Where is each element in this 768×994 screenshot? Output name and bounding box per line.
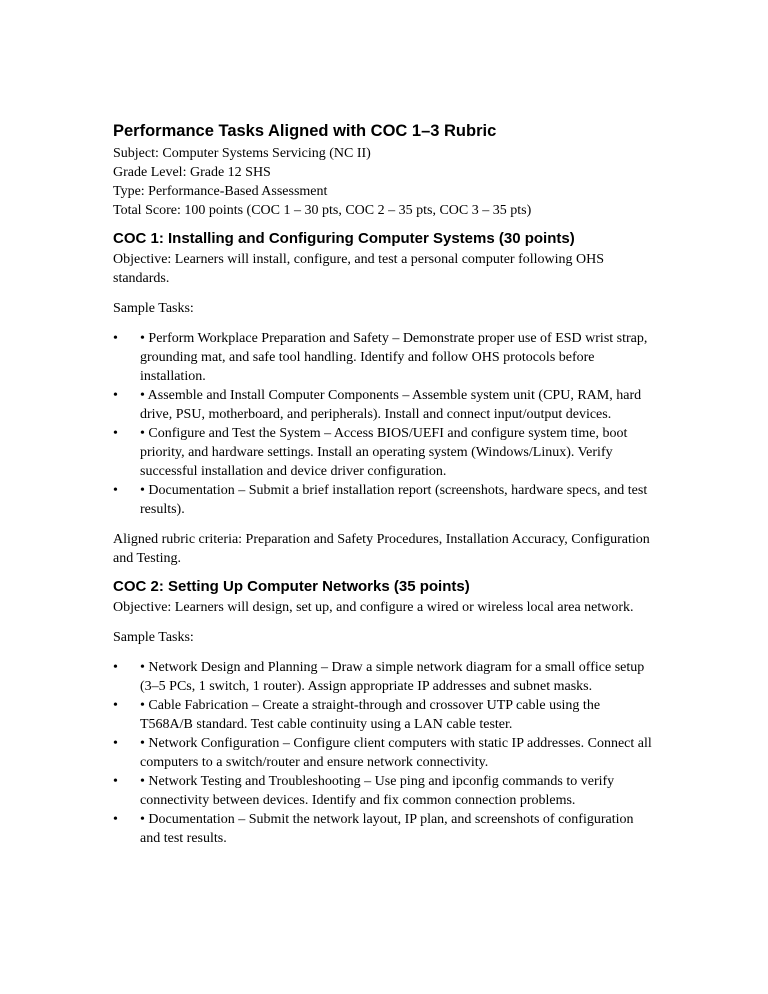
coc1-sample-label: Sample Tasks: xyxy=(113,301,194,316)
coc2-heading: COC 2: Setting Up Computer Networks (35 points) xyxy=(113,578,470,595)
list-item: • • Assemble and Install Computer Components – Assemble system unit (CPU, RAM, hard drive, PSU, motherboard, and peripherals). Install and connect input/output devices. xyxy=(113,388,642,422)
bullet-icon: • xyxy=(113,660,118,675)
list-item: • • Perform Workplace Preparation and Safety – Demonstrate proper use of ESD wrist strap, grounding mat, and safe tool handling. Identify and follow OHS protocols before installation. xyxy=(113,331,648,384)
meta-total-score: Total Score: 100 points (COC 1 – 30 pts, COC 2 – 35 pts, COC 3 – 35 pts) xyxy=(113,203,532,218)
bullet-icon: • xyxy=(113,331,118,346)
list-item: • • Documentation – Submit the network layout, IP plan, and screenshots of configuration and test results. xyxy=(113,812,634,846)
document-title: Performance Tasks Aligned with COC 1–3 Rubric xyxy=(113,122,497,140)
coc1-rubric-criteria: Aligned rubric criteria: Preparation and Safety Procedures, Installation Accuracy, Configuration and Testing. xyxy=(113,532,650,566)
coc1-objective: Objective: Learners will install, configure, and test a personal computer following OHS standards. xyxy=(113,252,605,286)
coc2-sample-label: Sample Tasks: xyxy=(113,630,194,645)
list-item: • • Network Testing and Troubleshooting – Use ping and ipconfig commands to verify connectivity between devices. Identify and fix common connection problems. xyxy=(113,774,615,808)
document-page xyxy=(113,121,653,848)
coc2-objective: Objective: Learners will design, set up, and configure a wired or wireless local area network. xyxy=(113,600,634,615)
coc2-task-list xyxy=(113,658,653,848)
list-item: • • Network Configuration – Configure client computers with static IP addresses. Connect all computers to a switch/router and ensure network connectivity. xyxy=(113,736,652,770)
bullet-icon: • xyxy=(113,483,118,498)
bullet-icon: • xyxy=(113,388,118,403)
bullet-icon: • xyxy=(113,736,118,751)
list-item: • • Configure and Test the System – Access BIOS/UEFI and configure system time, boot priority, and hardware settings. Install an operating system (Windows/Linux). Verify successful installation and device driver configuration. xyxy=(113,426,628,479)
coc1-task-list xyxy=(113,329,653,519)
meta-type: Type: Performance-Based Assessment xyxy=(113,184,328,199)
list-item: • • Cable Fabrication – Create a straight-through and crossover UTP cable using the T568A/B standard. Test cable continuity using a LAN cable tester. xyxy=(113,698,601,732)
bullet-icon: • xyxy=(113,774,118,789)
bullet-icon: • xyxy=(113,426,118,441)
bullet-icon: • xyxy=(113,698,118,713)
meta-grade-level: Grade Level: Grade 12 SHS xyxy=(113,165,271,180)
bullet-icon: • xyxy=(113,812,118,827)
list-item: • • Documentation – Submit a brief installation report (screenshots, hardware specs, and test results). xyxy=(113,483,648,517)
list-item: • • Network Design and Planning – Draw a simple network diagram for a small office setup (3–5 PCs, 1 switch, 1 router). Assign appropriate IP addresses and subnet masks. xyxy=(113,660,645,694)
meta-subject: Subject: Computer Systems Servicing (NC II) xyxy=(113,146,371,161)
coc1-heading: COC 1: Installing and Configuring Computer Systems (30 points) xyxy=(113,230,575,247)
